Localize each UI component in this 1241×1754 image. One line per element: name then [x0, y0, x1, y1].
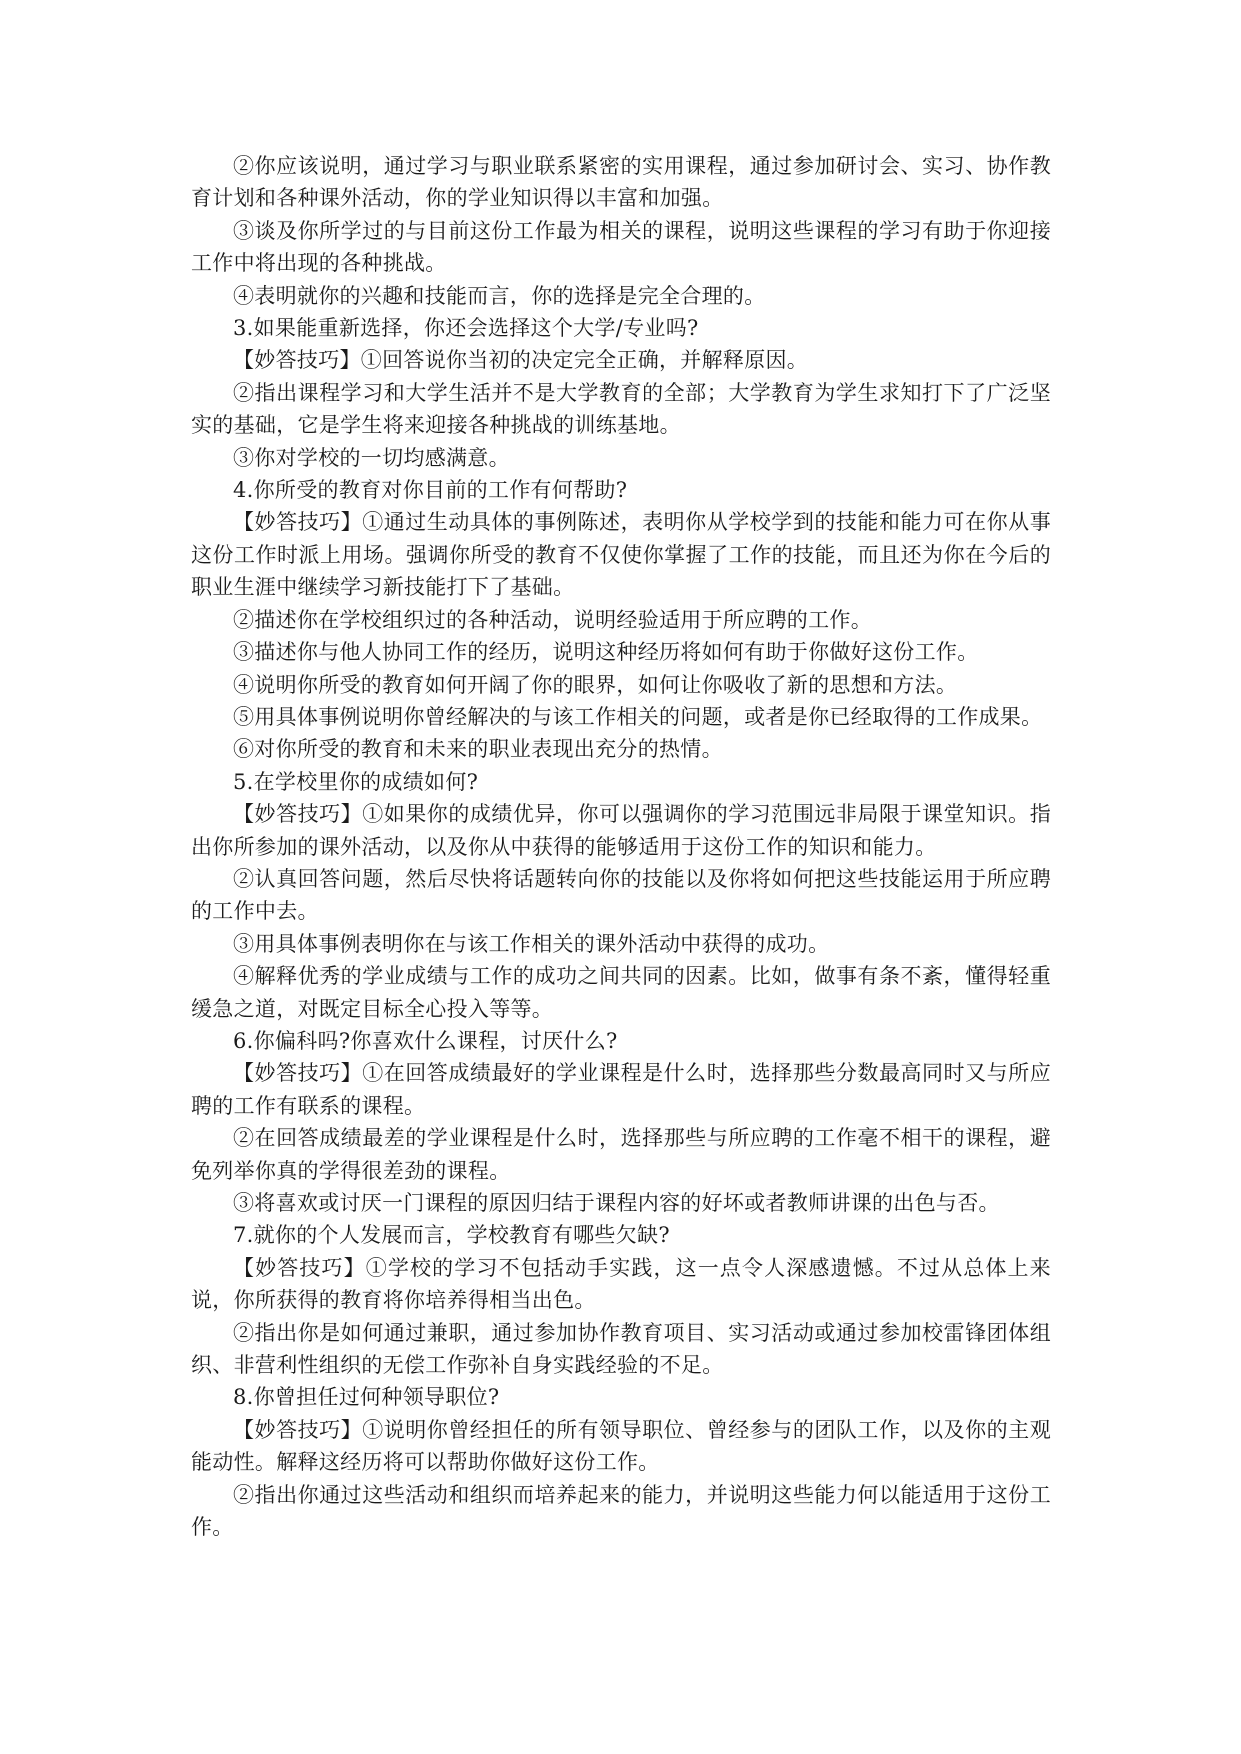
question-heading: 6.你偏科吗?你喜欢什么课程，讨厌什么?: [233, 1028, 618, 1053]
paragraph: ③描述你与他人协同工作的经历，说明这种经历将如何有助于你做好这份工作。: [233, 640, 979, 665]
paragraph: ③将喜欢或讨厌一门课程的原因归结于课程内容的好坏或者教师讲课的出色与否。: [233, 1191, 1000, 1215]
question-heading: 7.就你的个人发展而言，学校教育有哪些欠缺?: [233, 1223, 670, 1248]
paragraph: ②描述你在学校组织过的各种活动，说明经验适用于所应聘的工作。: [233, 607, 872, 632]
paragraph: ②指出你是如何通过兼职，通过参加协作教育项目、实习活动或通过参加校雷锋团体组织、非营利性组织的无偿工作弥补自身实践经验的不足。: [191, 1320, 1051, 1378]
paragraph: 【妙答技巧】①学校的学习不包括动手实践，这一点令人深感遗憾。不过从总体上来说，你所获得的教育将你培养得相当出色。: [191, 1255, 1051, 1313]
paragraph: 【妙答技巧】①说明你曾经担任的所有领导职位、曾经参与的团队工作，以及你的主观能动性。解释这经历将可以帮助你做好这份工作。: [191, 1417, 1051, 1475]
document-body: [191, 150, 1051, 1543]
paragraph: ⑤用具体事例说明你曾经解决的与该工作相关的问题，或者是你已经取得的工作成果。: [233, 704, 1043, 729]
paragraph: ③谈及你所学过的与目前这份工作最为相关的课程，说明这些课程的学习有助于你迎接工作中将出现的各种挑战。: [191, 218, 1051, 276]
question-heading: 4.你所受的教育对你目前的工作有何帮助?: [233, 478, 628, 503]
paragraph: ④表明就你的兴趣和技能而言，你的选择是完全合理的。: [233, 283, 766, 308]
paragraph: ③用具体事例表明你在与该工作相关的课外活动中获得的成功。: [233, 931, 830, 956]
paragraph: 【妙答技巧】①回答说你当初的决定完全正确，并解释原因。: [233, 348, 809, 373]
paragraph: ⑥对你所受的教育和未来的职业表现出充分的热情。: [233, 737, 723, 762]
question-heading: 3.如果能重新选择，你还会选择这个大学/专业吗?: [233, 316, 699, 341]
paragraph: ②你应该说明，通过学习与职业联系紧密的实用课程，通过参加研讨会、实习、协作教育计划和各种课外活动，你的学业知识得以丰富和加强。: [191, 154, 1051, 211]
paragraph: 【妙答技巧】①通过生动具体的事例陈述，表明你从学校学到的技能和能力可在你从事这份工作时派上用场。强调你所受的教育不仅使你掌握了工作的技能，而且还为你在今后的职业生涯中继续学习新技能打下了基础。: [191, 510, 1051, 600]
paragraph: 【妙答技巧】①在回答成绩最好的学业课程是什么时，选择那些分数最高同时又与所应聘的工作有联系的课程。: [191, 1061, 1051, 1118]
question-heading: 5.在学校里你的成绩如何?: [233, 769, 479, 794]
paragraph: ②指出你通过这些活动和组织而培养起来的能力，并说明这些能力何以能适用于这份工作。: [191, 1482, 1051, 1540]
paragraph: ②在回答成绩最差的学业课程是什么时，选择那些与所应聘的工作毫不相干的课程，避免列举你真的学得很差劲的课程。: [191, 1126, 1051, 1183]
paragraph: ③你对学校的一切均感满意。: [233, 445, 510, 470]
paragraph: ④说明你所受的教育如何开阔了你的眼界，如何让你吸收了新的思想和方法。: [233, 672, 958, 697]
paragraph: ④解释优秀的学业成绩与工作的成功之间共同的因素。比如，做事有条不紊，懂得轻重缓急之道，对既定目标全心投入等等。: [191, 964, 1051, 1021]
paragraph: 【妙答技巧】①如果你的成绩优异，你可以强调你的学习范围远非局限于课堂知识。指出你所参加的课外活动，以及你从中获得的能够适用于这份工作的知识和能力。: [191, 802, 1051, 859]
paragraph: ②指出课程学习和大学生活并不是大学教育的全部；大学教育为学生求知打下了广泛坚实的基础，它是学生将来迎接各种挑战的训练基地。: [191, 380, 1051, 438]
question-heading: 8.你曾担任过何种领导职位?: [233, 1385, 500, 1410]
paragraph: ②认真回答问题，然后尽快将话题转向你的技能以及你将如何把这些技能运用于所应聘的工作中去。: [191, 866, 1051, 924]
